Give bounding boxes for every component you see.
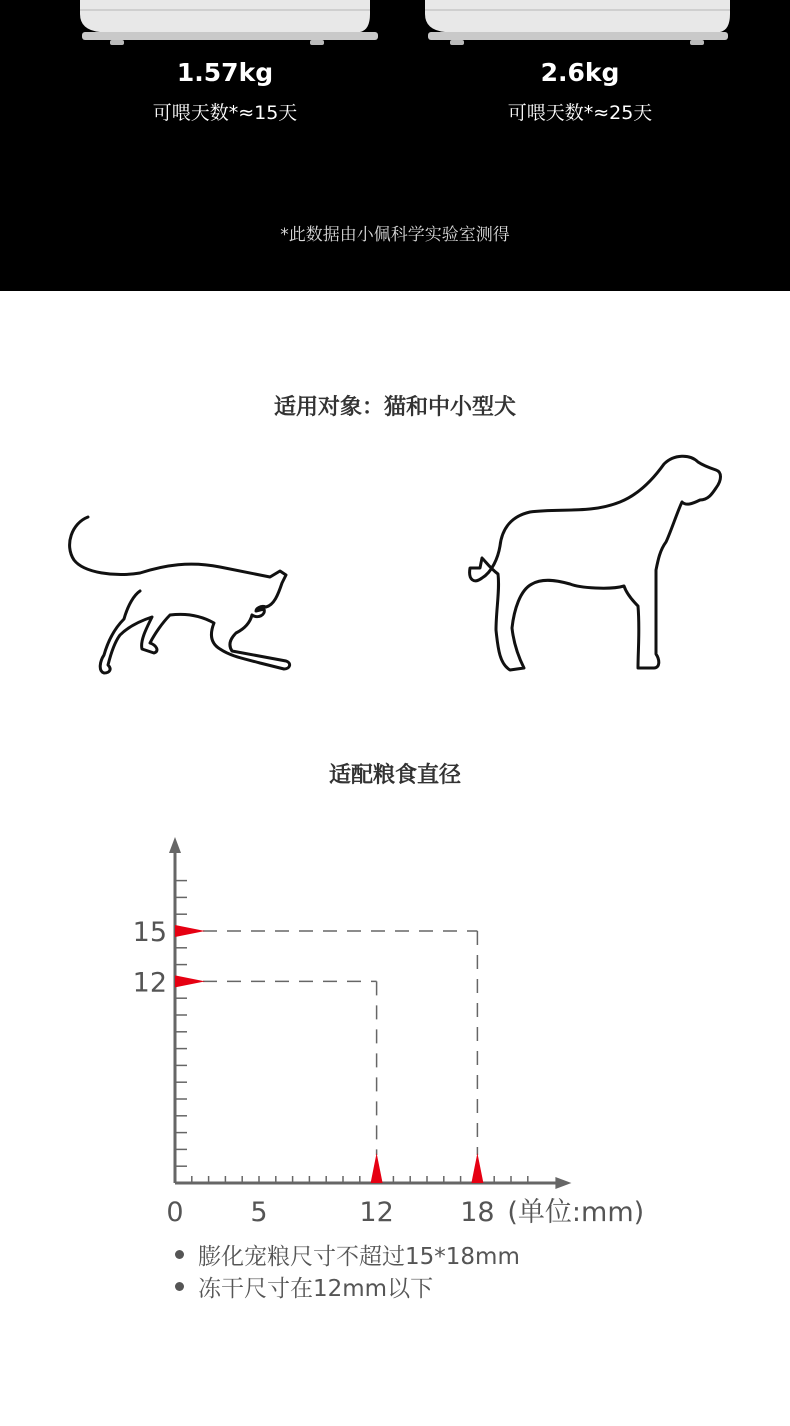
hero-band: [0, 0, 790, 291]
y-marker-triangle-icon: [175, 975, 205, 987]
kibble-section-title: 适配粮食直径: [328, 763, 461, 788]
feeder-small-image: [70, 0, 390, 50]
x-tick-label: 18: [460, 1197, 495, 1228]
note-freeze-dried-text: 冻干尺寸在12mm以下: [198, 1275, 434, 1302]
x-tick-label: 0: [166, 1197, 184, 1228]
y-axis-arrow-icon: [169, 837, 181, 853]
y-tick-label: 12: [132, 967, 167, 999]
kibble-diameter-chart: [0, 830, 790, 1230]
x-marker-triangle-icon: [371, 1153, 383, 1183]
cat-outline-icon: [60, 505, 300, 680]
lab-footnote: *此数据由小佩科学实验室测得: [280, 225, 510, 245]
feeding-days-large: 可喂天数*≈25天: [507, 102, 653, 124]
note-puffed-kibble-text: 膨化宠粮尺寸不超过15*18mm: [198, 1243, 520, 1270]
bullet-icon: [175, 1282, 184, 1291]
pets-section-title: 适用对象：猫和中小型犬: [273, 395, 516, 420]
capacity-large: 2.6kg: [540, 58, 620, 87]
kibble-notes: [175, 1238, 520, 1302]
x-marker-triangle-icon: [471, 1153, 483, 1183]
dog-outline-icon: [460, 450, 730, 675]
x-tick-label: 12: [359, 1197, 394, 1228]
x-axis-arrow-icon: [555, 1177, 571, 1189]
feeding-days-small: 可喂天数*≈15天: [152, 102, 298, 124]
x-axis-unit-label: (单位:mm): [507, 1197, 645, 1228]
y-tick-label: 15: [132, 917, 167, 948]
x-tick-label: 5: [250, 1197, 268, 1228]
bullet-icon: [175, 1250, 184, 1259]
note-puffed-kibble: [175, 1238, 520, 1270]
capacity-small: 1.57kg: [176, 58, 274, 87]
note-freeze-dried: [175, 1270, 520, 1302]
feeder-large-image: [420, 0, 740, 50]
y-marker-triangle-icon: [175, 925, 205, 937]
